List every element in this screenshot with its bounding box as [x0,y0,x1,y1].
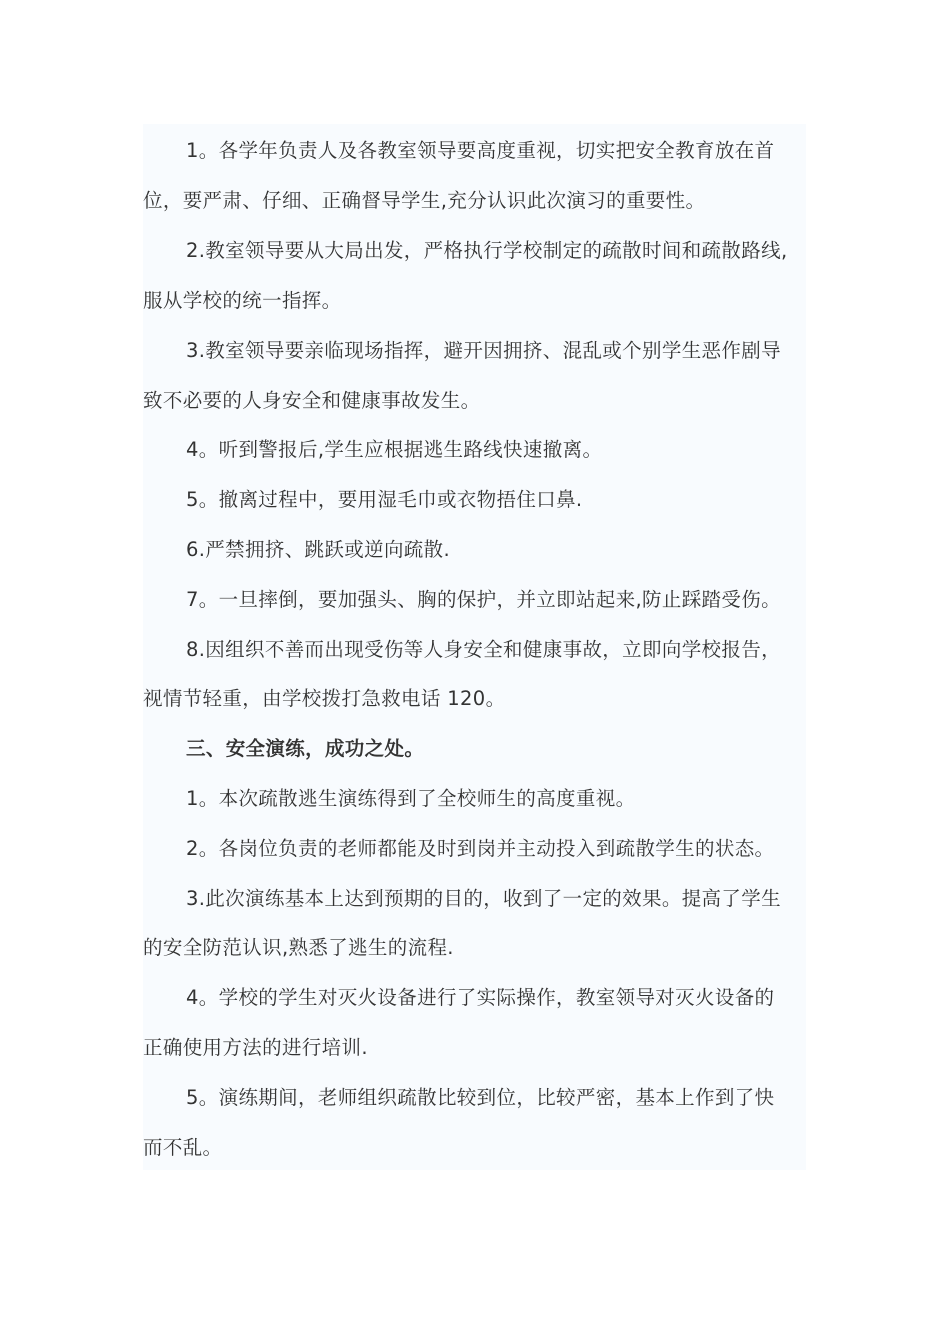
paragraph-line: 1。各学年负责人及各教室领导要高度重视，切实把安全教育放在首 [186,139,775,162]
paragraph-line: 2.教室领导要从大局出发，严格执行学校制定的疏散时间和疏散路线, [186,239,788,262]
paragraph-line: 1。本次疏散逃生演练得到了全校师生的高度重视。 [186,787,636,810]
paragraph-line: 致不必要的人身安全和健康事故发生。 [143,389,481,412]
paragraph-line: 正确使用方法的进行培训. [143,1036,368,1059]
paragraph-line: 3.教室领导要亲临现场指挥，避开因拥挤、混乱或个别学生恶作剧导 [186,339,781,362]
section-heading: 三、安全演练，成功之处。 [186,737,425,760]
paragraph-line: 8.因组织不善而出现受伤等人身安全和健康事故，立即向学校报告， [186,638,781,661]
paragraph-line: 7。一旦摔倒，要加强头、胸的保护，并立即站起来,防止踩踏受伤。 [186,588,781,611]
paragraph-line: 视情节轻重，由学校拨打急救电话 120。 [143,687,506,710]
paragraph-line: 5。演练期间，老师组织疏散比较到位，比较严密，基本上作到了快 [186,1086,775,1109]
document-text-block [143,124,806,1170]
paragraph-line: 而不乱。 [143,1136,223,1159]
paragraph-line: 4。学校的学生对灭火设备进行了实际操作，教室领导对灭火设备的 [186,986,775,1009]
paragraph-line: 位，要严肃、仔细、正确督导学生,充分认识此次演习的重要性。 [143,189,706,212]
paragraph-line: 5。撤离过程中，要用湿毛巾或衣物捂住口鼻. [186,488,583,511]
paragraph-line: 4。听到警报后,学生应根据逃生路线快速撤离。 [186,438,603,461]
paragraph-line: 6.严禁拥挤、跳跃或逆向疏散. [186,538,451,561]
paragraph-line: 3.此次演练基本上达到预期的目的，收到了一定的效果。提高了学生 [186,887,781,910]
paragraph-line: 服从学校的统一指挥。 [143,289,342,312]
paragraph-line: 2。各岗位负责的老师都能及时到岗并主动投入到疏散学生的状态。 [186,837,775,860]
paragraph-line: 的安全防范认识,熟悉了逃生的流程. [143,936,454,959]
